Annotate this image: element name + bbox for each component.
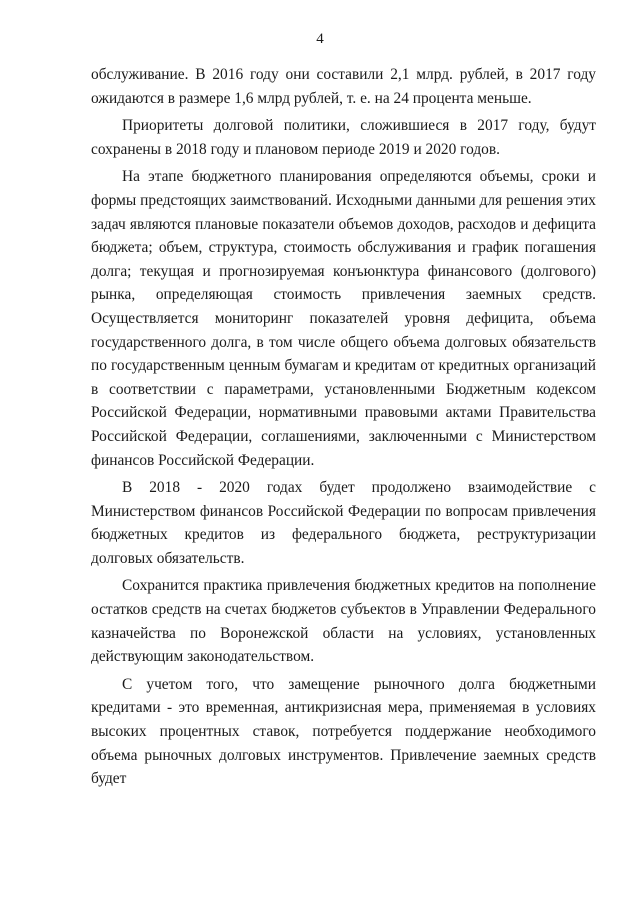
paragraph-market-debt: С учетом того, что замещение рыночного долга бюджетными кредитами - это временная, антикризисная мера, применяемая в условиях высоких процентных ставок, потребуется поддержание необходимого объема рыночных долговых инструментов. Привлечение заемных средств будет <box>91 675 596 788</box>
paragraph-budget-planning: На этапе бюджетного планирования определяются объемы, сроки и формы предстоящих заимствований. Исходными данными для решения этих задач являются плановые показатели объемов доходов, расходов и дефицита бюджета; объем, структура, стоимость обслуживания и график погашения долга; текущая и прогнозируемая конъюнктура финансового (долгового) рынка, определяющая стоимость привлечения заемных средств. Осуществляется мониторинг показателей уровня дефицита, объема государственного долга, в том числе общего объема долговых обязательств по государственным ценным бумагам и кредитам от кредитных организаций в соответствии с параметрами, установленными Бюджетным кодексом Российской Федерации, нормативными правовыми актами Правительства Российской Федерации, соглашениями, заключенными с Министерством финансов Российской Федерации. <box>91 168 596 469</box>
paragraph-budget-credits: Сохранится практика привлечения бюджетных кредитов на пополнение остатков средств на счетах бюджетов субъектов в Управлении Федерального казначейства по Воронежской области на условиях, установленных действующим законодательством. <box>91 577 596 666</box>
paragraph-ministry-cooperation: В 2018 - 2020 годах будет продолжено взаимодействие с Министерством финансов Российской Федерации по вопросам привлечения бюджетных кредитов из федерального бюджета, реструктуризации долговых обязательств. <box>91 479 596 567</box>
paragraph-priorities: Приоритеты долговой политики, сложившиеся в 2017 году, будут сохранены в 2018 году и плановом периоде 2019 и 2020 годов. <box>91 117 596 158</box>
paragraph-continuation: обслуживание. В 2016 году они составили 2,1 млрд. рублей, в 2017 году ожидаются в размере 1,6 млрд рублей, т. е. на 24 процента меньше. <box>91 66 596 107</box>
document-body <box>91 63 596 795</box>
page-number: 4 <box>316 31 324 47</box>
